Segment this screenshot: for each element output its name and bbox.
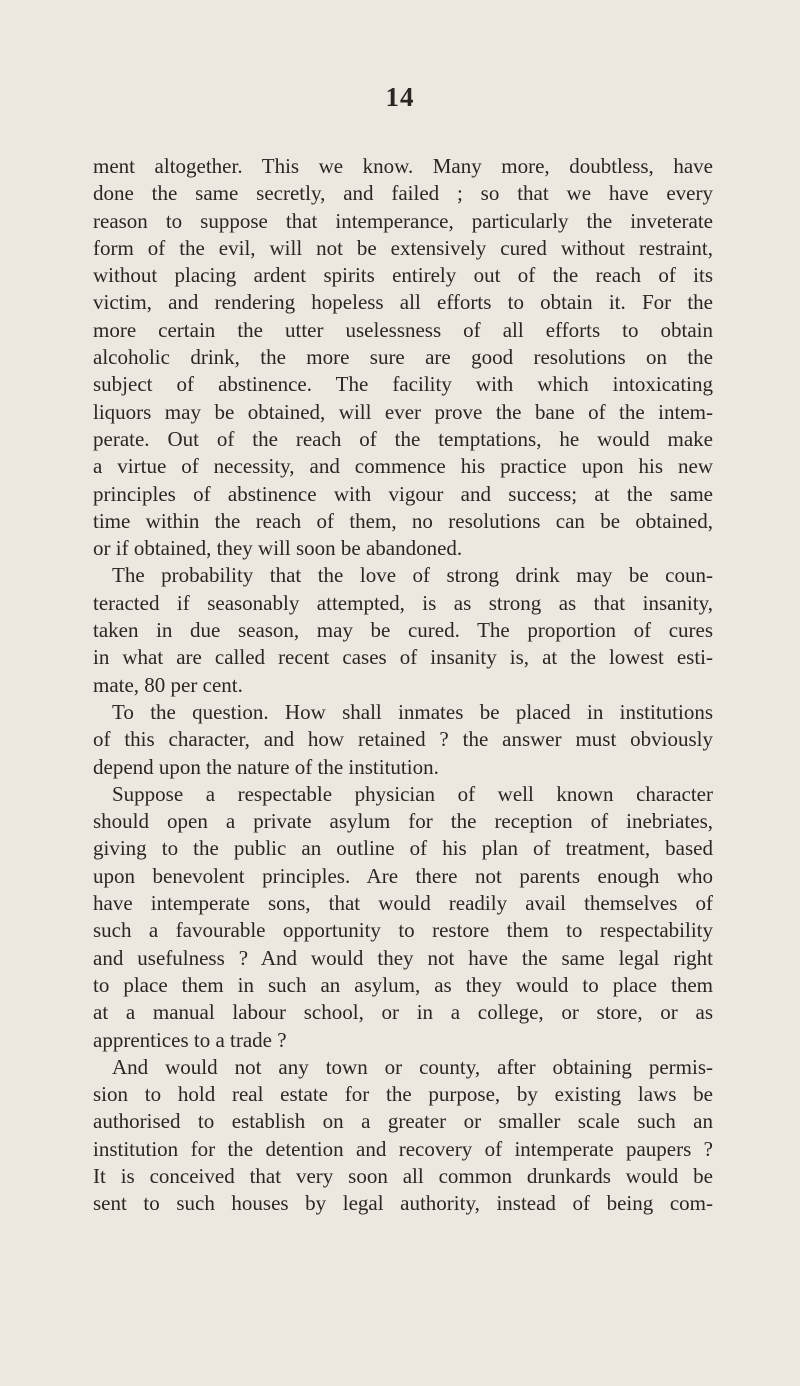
text-line: depend upon the nature of the institution. <box>93 754 439 779</box>
text-line: such a favourable opportunity to restore them to respectability <box>93 918 713 943</box>
text-line: alcoholic drink, the more sure are good resolutions on the <box>93 345 713 370</box>
body-text <box>93 153 713 1218</box>
text-line: at a manual labour school, or in a college, or store, or as <box>93 1000 713 1025</box>
text-line: sion to hold real estate for the purpose, by existing laws be <box>93 1082 713 1107</box>
text-line: upon benevolent principles. Are there not parents enough who <box>93 863 713 888</box>
text-line: mate, 80 per cent. <box>93 672 243 697</box>
text-line: a virtue of necessity, and commence his practice upon his new <box>93 454 713 479</box>
text-line: in what are called recent cases of insanity is, at the lowest esti- <box>93 645 713 670</box>
text-line: authorised to establish on a greater or smaller scale such an <box>93 1109 713 1134</box>
text-line: should open a private asylum for the reception of inebriates, <box>93 809 713 834</box>
text-line: liquors may be obtained, will ever prove the bane of the intem- <box>93 399 713 424</box>
text-line: more certain the utter uselessness of all efforts to obtain <box>93 317 713 342</box>
text-line: form of the evil, will not be extensively cured without restraint, <box>93 235 713 260</box>
text-line: or if obtained, they will soon be abandoned. <box>93 536 463 561</box>
text-line: The probability that the love of strong drink may be coun- <box>112 563 713 588</box>
text-line: victim, and rendering hopeless all efforts to obtain it. For the <box>93 290 713 315</box>
text-line: done the same secretly, and failed ; so that we have every <box>93 181 713 206</box>
text-line: reason to suppose that intemperance, particularly the inveterate <box>93 208 713 233</box>
text-line: It is conceived that very soon all common drunkards would be <box>93 1163 713 1188</box>
text-line: institution for the detention and recovery of intemperate paupers ? <box>93 1136 713 1161</box>
text-line: To the question. How shall inmates be placed in institutions <box>112 699 713 724</box>
text-line: to place them in such an asylum, as they would to place them <box>93 972 713 997</box>
text-line: teracted if seasonably attempted, is as strong as that insanity, <box>93 590 713 615</box>
page-number: 14 <box>385 82 415 112</box>
text-line: time within the reach of them, no resolutions can be obtained, <box>93 508 713 533</box>
text-line: giving to the public an outline of his plan of treatment, based <box>93 836 713 861</box>
text-line: principles of abstinence with vigour and success; at the same <box>93 481 713 506</box>
text-line: ment altogether. This we know. Many more, doubtless, have <box>93 154 713 178</box>
text-line: perate. Out of the reach of the temptations, he would make <box>93 426 713 451</box>
text-line: sent to such houses by legal authority, instead of being com- <box>93 1191 713 1216</box>
text-line: and usefulness ? And would they not have the same legal right <box>93 945 713 970</box>
text-line: And would not any town or county, after obtaining permis- <box>112 1054 713 1079</box>
text-line: without placing ardent spirits entirely out of the reach of its <box>93 263 713 288</box>
text-line: apprentices to a trade ? <box>93 1027 287 1052</box>
text-line: of this character, and how retained ? the answer must obviously <box>93 727 713 752</box>
text-line: taken in due season, may be cured. The proportion of cures <box>93 618 713 643</box>
text-line: subject of abstinence. The facility with which intoxicating <box>93 372 713 397</box>
text-line: have intemperate sons, that would readily avail themselves of <box>93 891 713 916</box>
text-line: Suppose a respectable physician of well known character <box>112 781 713 806</box>
